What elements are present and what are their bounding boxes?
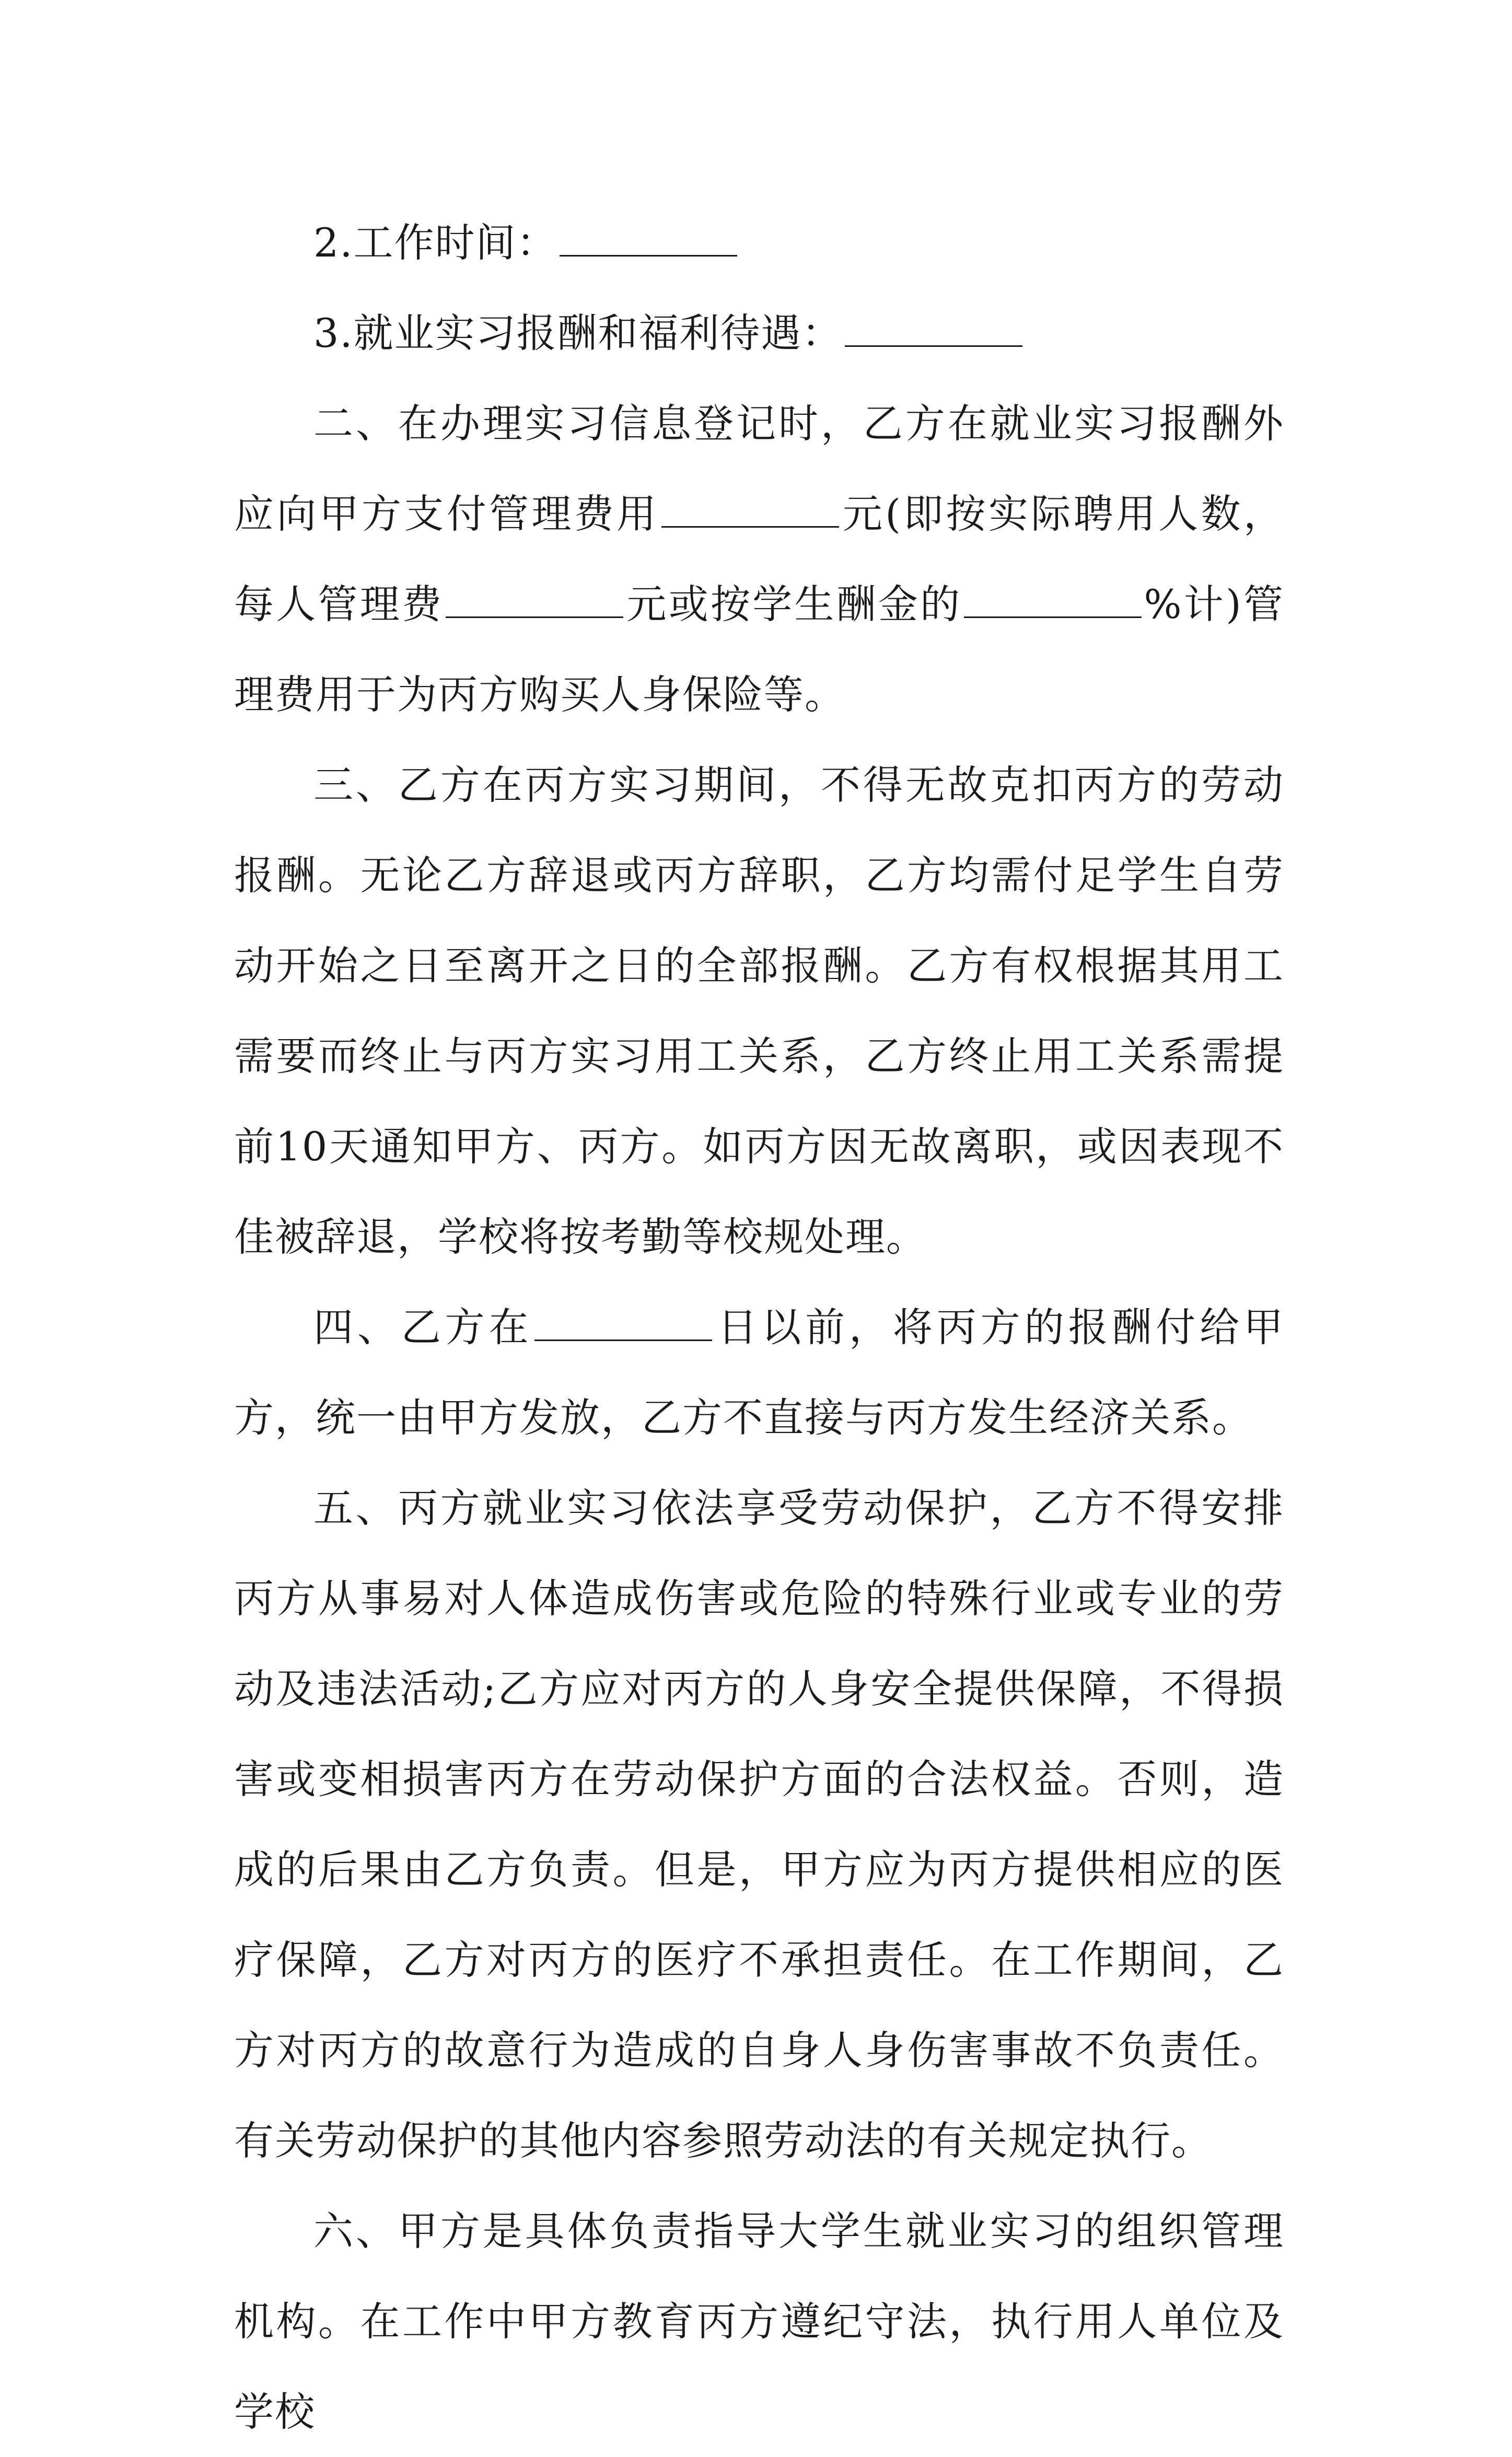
per-person-fee-blank: [446, 585, 623, 618]
work-time-blank: [560, 224, 737, 257]
clause-two-text-1: 二、在办理实习信息登记时，乙方在就业实习报酬外应向甲方支付管理费用: [234, 400, 1284, 537]
percentage-blank: [964, 585, 1142, 618]
clause-two-text-3: 元或按学生酬金的: [625, 581, 962, 627]
work-time-line: [234, 197, 1284, 288]
clause-four-text-1: 四、乙方在: [313, 1304, 533, 1350]
document-body: [234, 197, 1284, 2457]
clause-six: 六、甲方是具体负责指导大学生就业实习的组织管理机构。在工作中甲方教育丙方遵纪守法，执行用人单位及学校: [234, 2208, 1284, 2435]
clause-four-text-2: 日以前，将丙方的报酬付给甲方，统一由甲方发放，乙方不直接与丙方发生经济关系。: [234, 1304, 1285, 1441]
clause-two-text-4: %计)管理费用于为丙方购买人身保险等。: [234, 581, 1284, 718]
work-time-label: 2.工作时间：: [313, 219, 557, 266]
clause-five: 五、丙方就业实习依法享受劳动保护，乙方不得安排丙方从事易对人体造成伤害或危险的特殊行业或专业的劳动及违法活动;乙方应对丙方的人身安全提供保障，不得损害或变相损害丙方在劳动保护方面的合法权益。否则，造成的后果由乙方负责。但是，甲方应为丙方提供相应的医疗保障，乙方对丙方的医疗不承担责任。在工作期间，乙方对丙方的故意行为造成的自身人身伤害事故不负责任。有关劳动保护的其他内容参照劳动法的有关规定执行。: [234, 1485, 1284, 2164]
pay-benefits-label: 3.就业实习报酬和福利待遇：: [313, 310, 843, 356]
pay-benefits-line: [234, 288, 1284, 378]
clause-two-text-2: 元(即按实际聘用人数，每人管理费: [234, 491, 1284, 627]
clause-three: 三、乙方在丙方实习期间，不得无故克扣丙方的劳动报酬。无论乙方辞退或丙方辞职，乙方均需付足学生自劳动开始之日至离开之日的全部报酬。乙方有权根据其用工需要而终止与丙方实习用工关系，乙方终止用工关系需提前10天通知甲方、丙方。如丙方因无故离职，或因表现不佳被辞退，学校将按考勤等校规处理。: [234, 762, 1284, 1260]
clause-two: [234, 378, 1284, 740]
pay-benefits-blank: [845, 314, 1022, 347]
clause-four: [234, 1282, 1284, 1463]
management-fee-blank: [661, 495, 839, 528]
payment-date-blank: [534, 1308, 712, 1341]
